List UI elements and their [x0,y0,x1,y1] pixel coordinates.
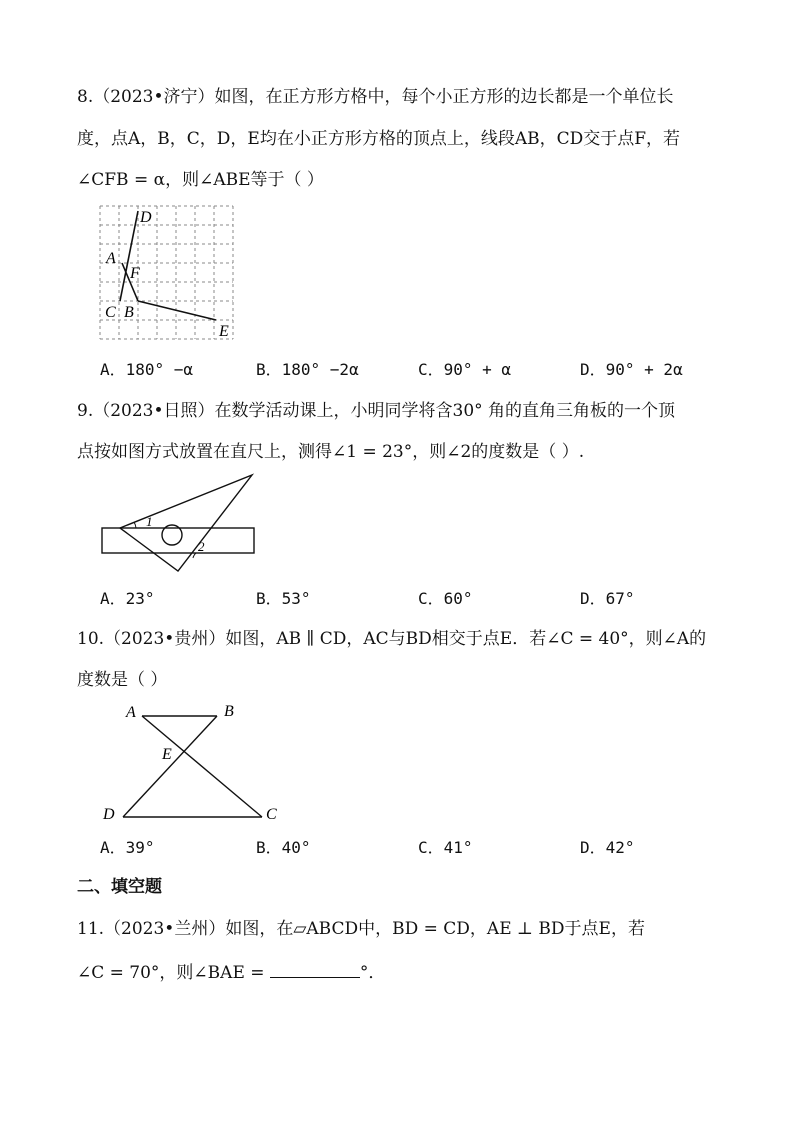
q8-option-b[interactable]: B．180° −2α [256,360,359,379]
q10-option-b[interactable]: B．40° [256,838,311,857]
q10-option-c[interactable]: C．41° [418,838,473,857]
q11-text-line-1: 11.（2023•兰州）如图，在▱ABCD中，BD = CD，AE ⊥ BD于点E，若 [77,919,645,939]
q8-label-f: F [130,265,140,282]
q8-label-e: E [219,323,229,340]
q10-option-d[interactable]: D．42° [580,838,635,857]
q9-ruler-triangle-figure [100,472,260,576]
q11-text-line-2-prefix: ∠C = 70°，则∠BAE = [77,963,270,983]
q9-option-c[interactable]: C．60° [418,589,473,608]
q10-label-c: C [266,806,277,823]
q8-label-d: D [140,209,152,226]
q8-label-b: B [124,304,134,321]
q10-label-b: B [224,703,234,720]
q10-label-d: D [103,806,115,823]
q8-text-line-2: 度，点A，B，C，D，E均在小正方形方格的顶点上，线段AB，CD交于点F，若 [77,129,681,149]
q9-angle-1-arc [134,522,136,528]
q10-parallel-figure [100,700,285,825]
q8-text-line-3: ∠CFB = α，则∠ABE等于（ ） [77,170,324,190]
q10-text-line-2: 度数是（ ） [77,670,168,690]
q11-answer-blank[interactable] [270,961,360,978]
q11-text-line-2 [77,961,385,984]
q9-text-line-2: 点按如图方式放置在直尺上，测得∠1 = 23°，则∠2的度数是（ ）. [77,442,585,462]
q8-label-c: C [105,304,116,321]
q9-angle-1-label: 1 [146,514,153,529]
q10-text-line-1: 10.（2023•贵州）如图，AB ∥ CD，AC与BD相交于点E．若∠C = 40°，则∠A的 [77,629,707,649]
q9-option-a[interactable]: A．23° [100,589,155,608]
q10-label-a: A [126,704,136,721]
q8-text-line-1: 8.（2023•济宁）如图，在正方形方格中，每个小正方形的边长都是一个单位长 [77,87,674,107]
q8-option-a[interactable]: A．180° −α [100,360,194,379]
q9-text-line-1: 9.（2023•日照）在数学活动课上，小明同学将含30° 角的直角三角板的一个顶 [77,401,676,421]
q8-option-c[interactable]: C．90° + α [418,360,512,379]
q9-triangle [120,475,252,571]
q10-option-a[interactable]: A．39° [100,838,155,857]
q10-label-e: E [162,746,172,763]
q8-option-d[interactable]: D．90° + 2α [580,360,683,379]
q9-option-b[interactable]: B．53° [256,589,311,608]
q9-angle-2-arc [193,553,196,558]
q9-angle-2-label: 2 [198,539,205,554]
section-title-fill-in: 二、填空题 [77,877,162,897]
q11-text-line-2-suffix: °． [359,963,386,983]
q8-grid-figure [100,206,236,342]
q8-label-a: A [106,250,116,267]
q8-segment-cd [120,211,138,301]
q9-option-d[interactable]: D．67° [580,589,635,608]
q8-segment-be [138,301,216,320]
